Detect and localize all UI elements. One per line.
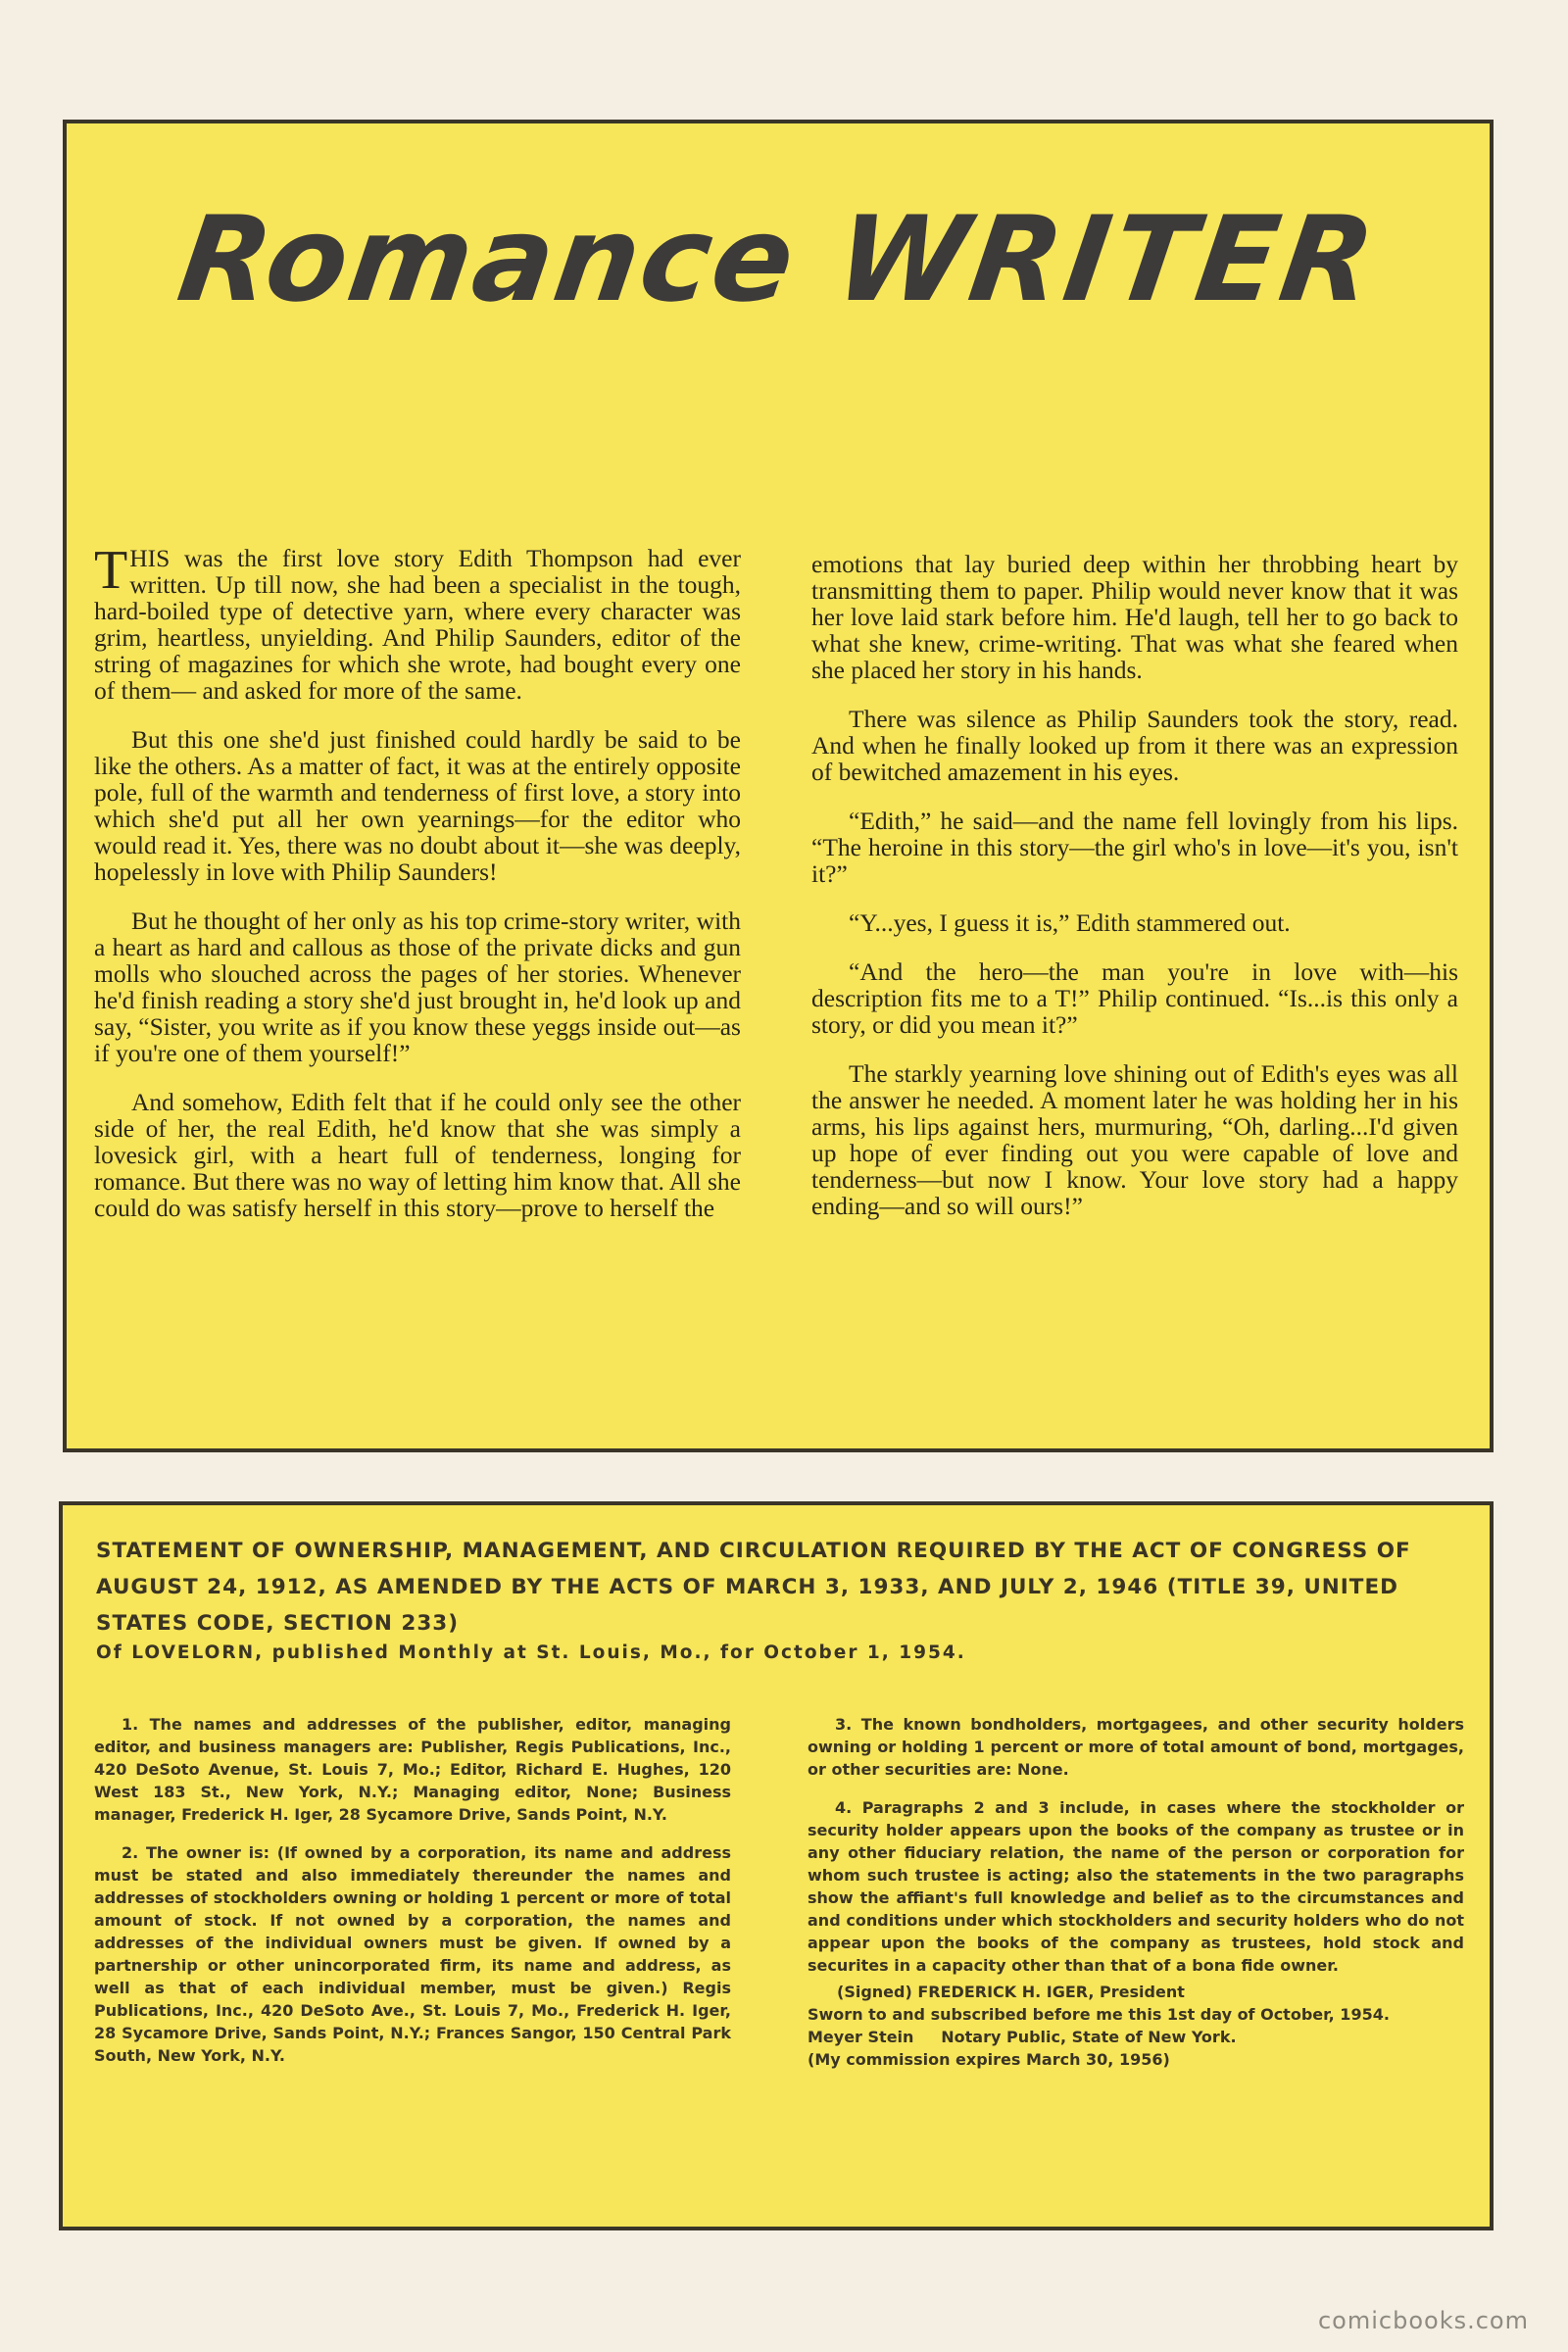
- ownership-statement-panel: [59, 1501, 1494, 2230]
- story-paragraph: emotions that lay buried deep within her throbbing heart by transmitting them to paper. Philip would never know that it was her love laid stark before him. He'd laugh, tell her to go back to what she knew, crime-writing. That was what she feared when she placed her story in his hands.: [811, 550, 1458, 684]
- story-paragraph: [94, 540, 741, 705]
- statement-item-2: 2. The owner is: (If owned by a corporation, its name and address must be stated and also immediately thereunder the names and addresses of stockholders owning or holding 1 percent or more of total amount of stock. If not owned by a corporation, the names and addresses of the individual owners must be given. If owned by a partnership or other unincorporated firm, its name and address, as well as that of each individual member, must be given.) Regis Publications, Inc., 420 DeSoto Ave., St. Louis 7, Mo., Frederick H. Iger, 28 Sycamore Drive, Sands Point, N.Y.; Frances Sangor, 150 Central Park South, New York, N.Y.: [94, 1843, 731, 2065]
- story-paragraph: But this one she'd just finished could hardly be said to be like the others. As a matter of fact, it was at the entirely opposite pole, full of the warmth and tenderness of first love, a story into which she'd put all her own yearnings—for the editor who would read it. Yes, there was no doubt about it—she was deeply, hopelessly in love with Philip Saunders!: [94, 725, 741, 886]
- commission-line: (My commission expires March 30, 1956): [808, 2050, 1170, 2069]
- story-paragraph: There was silence as Philip Saunders took the story, read. And when he finally looked up from it there was an expression of bewitched amazement in his eyes.: [811, 705, 1458, 786]
- statement-heading: STATEMENT OF OWNERSHIP, MANAGEMENT, AND CIRCULATION REQUIRED BY THE ACT OF CONGRESS OF AUGUST 24, 1912, AS AMENDED BY THE ACTS OF MARCH 3, 1933, AND JULY 2, 1946 (TITLE 39, UNITED STATES CODE, SECTION 233): [96, 1539, 1411, 1636]
- title-word-romance: Romance: [171, 192, 805, 328]
- statement-subheading: Of LOVELORN, published Monthly at St. Louis, Mo., for October 1, 1954.: [96, 1642, 966, 1663]
- story-paragraph: The starkly yearning love shining out of Edith's eyes was all the answer he needed. A moment later he was holding her in his arms, his lips against hers, murmuring, “Oh, darling...I'd given up hope of ever finding out you were capable of love and tenderness—but now I know. Your love story had a happy ending—and so will ours!”: [811, 1059, 1458, 1220]
- statement-item-1: 1. The names and addresses of the publisher, editor, managing editor, and business managers are: Publisher, Regis Publications, Inc., 420 DeSoto Avenue, St. Louis 7, Mo.; Editor, Richard E. Hughes, 120 West 183 St., New York, N.Y.; Managing editor, None; Business manager, Frederick H. Iger, 28 Sycamore Drive, Sands Point, N.Y.: [94, 1715, 731, 1824]
- story-paragraph: But he thought of her only as his top crime-story writer, with a heart as hard and callous as those of the private dicks and gun molls who slouched across the pages of her stories. Whenever he'd finish reading a story she'd just brought in, he'd look up and say, “Sister, you write as if you know these yeggs inside out—as if you're one of them yourself!”: [94, 906, 741, 1067]
- story-paragraph: “Y...yes, I guess it is,” Edith stammered out.: [849, 908, 1291, 937]
- site-watermark: comicbooks.com: [1317, 2307, 1529, 2334]
- story-column-right: [811, 551, 1458, 1242]
- story-paragraph: “Edith,” he said—and the name fell lovingly from his lips. “The heroine in this story—the girl who's in love—it's you, isn't it?”: [811, 807, 1458, 888]
- signature-line: (Signed) FREDERICK H. IGER, President: [837, 1983, 1185, 2001]
- statement-column-right: [808, 1713, 1464, 2071]
- paragraph-text: HIS was the first love story Edith Thompson had ever written. Up till now, she had been a specialist in the tough, hard-boiled type of detective yarn, where every character was grim, heartless, unyielding. And Philip Saunders, editor of the string of magazines for which she wrote, had bought every one of them— and asked for more of the same.: [94, 544, 741, 705]
- story-panel: [63, 120, 1494, 1452]
- statement-item-3: 3. The known bondholders, mortgagees, and other security holders owning or holding 1 percent or more of total amount of bond, mortgages, or other securities are: None.: [808, 1715, 1464, 1779]
- notary-line: Meyer Stein Notary Public, State of New York.: [808, 2028, 1237, 2046]
- statement-item-4: 4. Paragraphs 2 and 3 include, in cases where the stockholder or security holder appears upon the books of the company as trustee or in any other fiduciary relation, the name of the person or corporation for whom such trustee is acting; also the statements in the two paragraphs show the affiant's full knowledge and belief as to the circumstances and and conditions under which stockholders and security holders who do not appear upon the books of the company as trustees, hold stock and securites in a capacity other than that of a bona fide owner.: [808, 1798, 1464, 1975]
- story-title: [67, 192, 1490, 328]
- title-word-writer: WRITER: [827, 192, 1386, 328]
- story-column-left: [94, 540, 741, 1244]
- statement-column-left: [94, 1713, 731, 2082]
- sworn-line: Sworn to and subscribed before me this 1st day of October, 1954.: [808, 2005, 1390, 2024]
- story-paragraph: And somehow, Edith felt that if he could only see the other side of her, the real Edith, he'd know that she was simply a lovesick girl, with a heart full of tenderness, longing for romance. But there was no way of letting him know that. All she could do was satisfy herself in this story—prove to herself the: [94, 1088, 741, 1222]
- drop-cap: T: [94, 540, 128, 601]
- story-paragraph: “And the hero—the man you're in love with—his description fits me to a T!” Philip continued. “Is...is this only a story, or did you mean it?”: [811, 957, 1458, 1039]
